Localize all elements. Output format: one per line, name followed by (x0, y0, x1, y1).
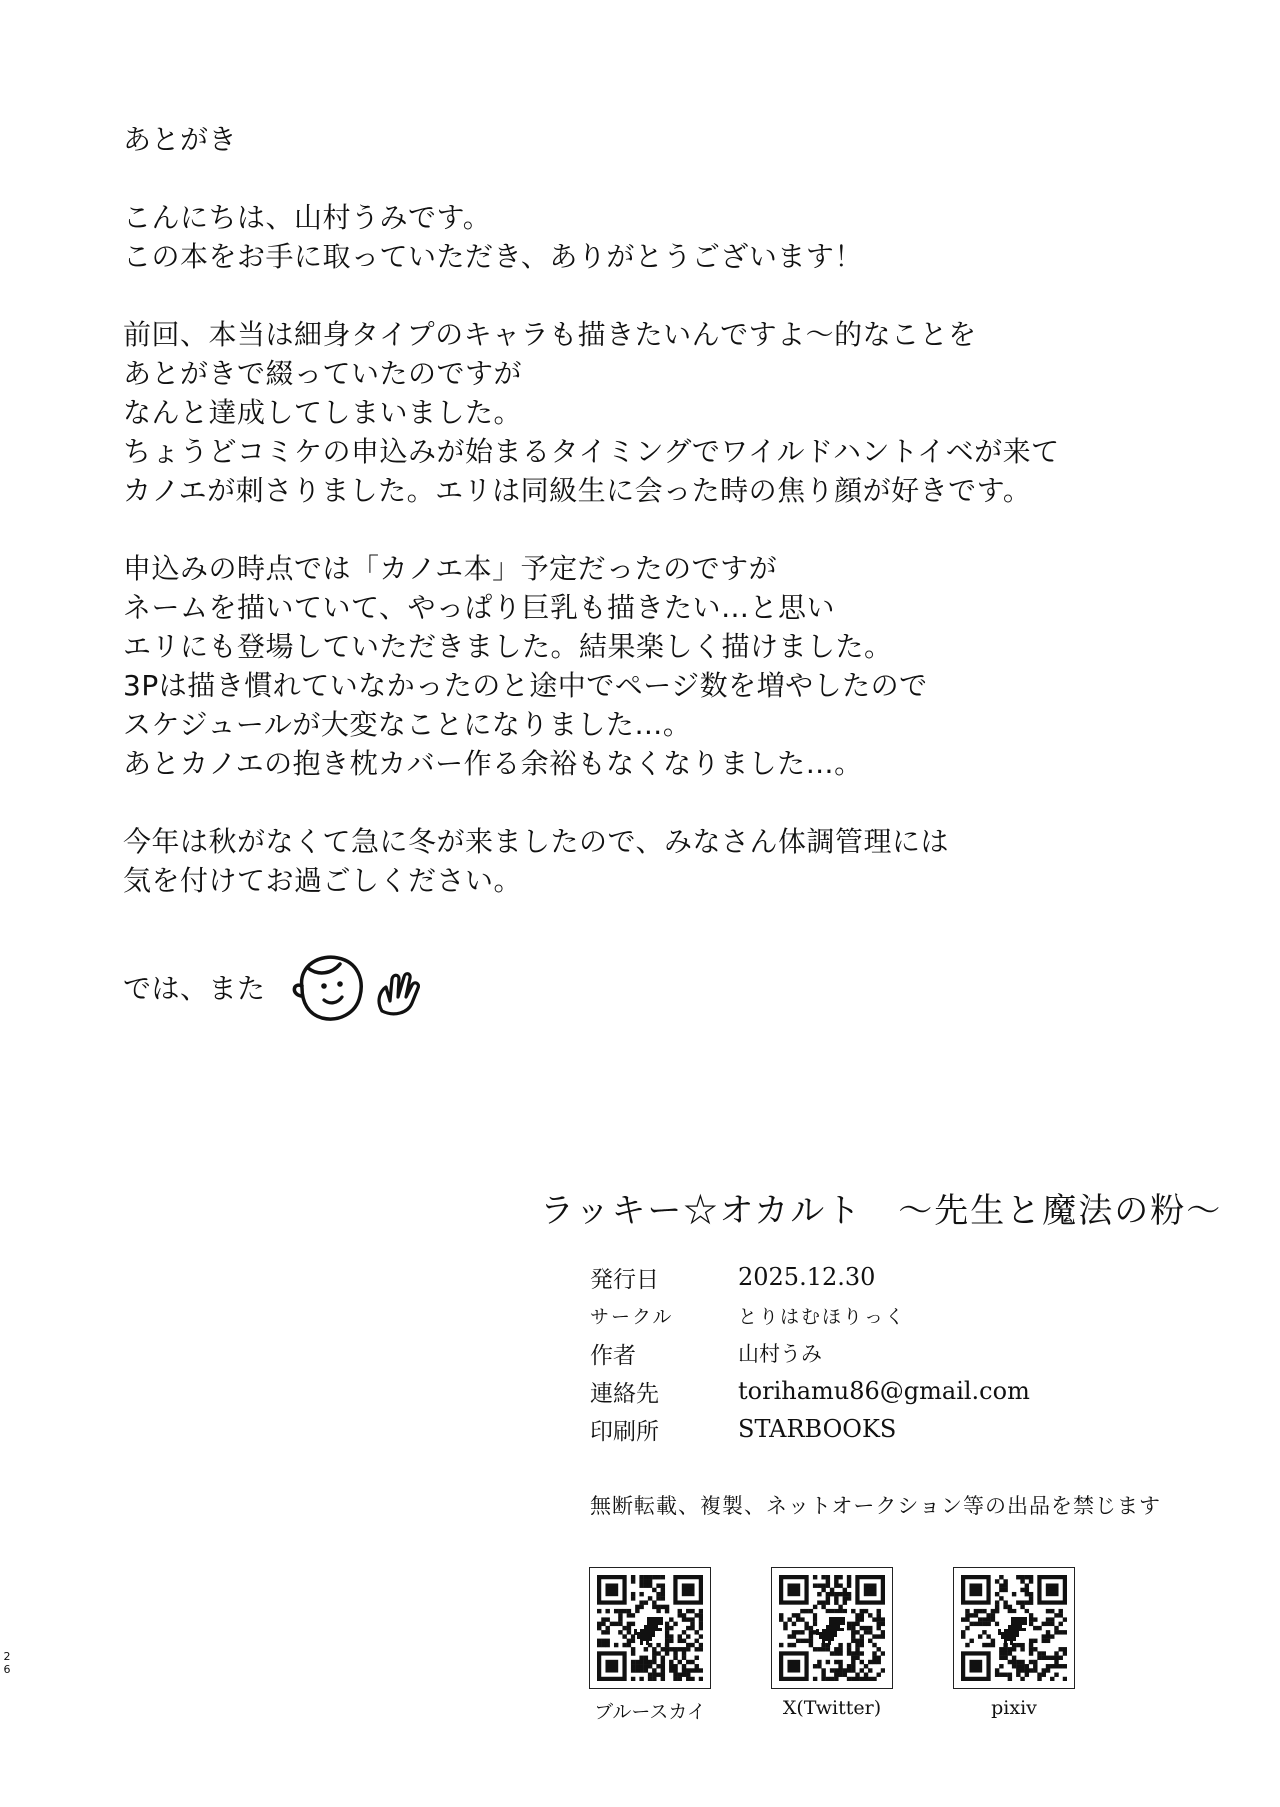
afterword-line: 申込みの時点では「カノエ本」予定だったのですが (123, 552, 778, 585)
qr-code-icon[interactable] (589, 1567, 711, 1689)
colophon-value: torihamu86@gmail.com (738, 1377, 1030, 1405)
colophon-label: 作者 (590, 1342, 636, 1369)
qr-code-block (588, 1567, 712, 1724)
qr-caption: X(Twitter) (782, 1697, 882, 1719)
waving-hand-doodle-icon (374, 971, 424, 1017)
colophon-value: とりはむほりっく (738, 1305, 907, 1328)
afterword-line: 前回、本当は細身タイプのキャラも描きたいんですよ〜的なことを (123, 318, 977, 351)
afterword-line: 今年は秋がなくて急に冬が来ましたので、みなさん体調管理には (123, 825, 949, 858)
colophon-value: 山村うみ (738, 1342, 822, 1366)
afterword-line: あとカノエの抱き枕カバー作る余裕もなくなりました…。 (123, 747, 863, 780)
afterword-line: この本をお手に取っていただき、ありがとうございます！ (123, 240, 863, 273)
qr-code-block (770, 1567, 894, 1724)
colophon (590, 1258, 1030, 1448)
colophon-label: サークル (590, 1305, 674, 1328)
afterword (123, 120, 1123, 900)
afterword-line: カノエが刺さりました。エリは同級生に会った時の焦り顔が好きです。 (123, 474, 1032, 507)
colophon-row-date (590, 1258, 1030, 1296)
afterword-line: 3Pは描き慣れていなかったのと途中でページ数を増やしたので (123, 669, 928, 702)
afterword-line: なんと達成してしまいました。 (123, 396, 523, 429)
qr-code-icon[interactable] (953, 1567, 1075, 1689)
afterword-heading: あとがき (123, 123, 238, 156)
afterword-line: ネームを描いていて、やっぱり巨乳も描きたい…と思い (123, 591, 835, 624)
page-number: 26 (3, 1650, 11, 1676)
signoff-row (123, 950, 424, 1024)
colophon-row-printer (590, 1410, 1030, 1448)
colophon-row-circle (590, 1296, 1030, 1334)
signoff-text: では、また (123, 972, 266, 1005)
afterword-line: あとがきで綴っていたのですが (123, 357, 523, 390)
copyright-notice: 無断転載、複製、ネットオークション等の出品を禁じます (590, 1494, 1161, 1518)
colophon-row-author (590, 1334, 1030, 1372)
colophon-value: 2025.12.30 (738, 1263, 876, 1291)
colophon-label: 印刷所 (590, 1418, 659, 1445)
colophon-label: 連絡先 (590, 1380, 659, 1407)
afterword-line: エリにも登場していただきました。結果楽しく描けました。 (123, 630, 893, 663)
qr-code-icon[interactable] (771, 1567, 893, 1689)
book-title: ラッキー☆オカルト 〜先生と魔法の粉〜 (540, 1191, 1223, 1231)
qr-code-row (588, 1567, 1076, 1724)
afterword-line: 気を付けてお過ごしください。 (123, 864, 523, 897)
qr-code-block (952, 1567, 1076, 1724)
colophon-value: STARBOOKS (738, 1415, 897, 1443)
afterword-line: こんにちは、山村うみです。 (123, 201, 492, 234)
afterword-line: スケジュールが大変なことになりました…。 (123, 708, 692, 741)
qr-caption: ブルースカイ (594, 1701, 706, 1723)
colophon-row-contact (590, 1372, 1030, 1410)
smiling-face-doodle-icon (288, 950, 368, 1024)
qr-caption: pixiv (991, 1697, 1037, 1719)
afterword-line: ちょうどコミケの申込みが始まるタイミングでワイルドハントイベが来て (123, 435, 1060, 468)
colophon-label: 発行日 (590, 1266, 659, 1293)
